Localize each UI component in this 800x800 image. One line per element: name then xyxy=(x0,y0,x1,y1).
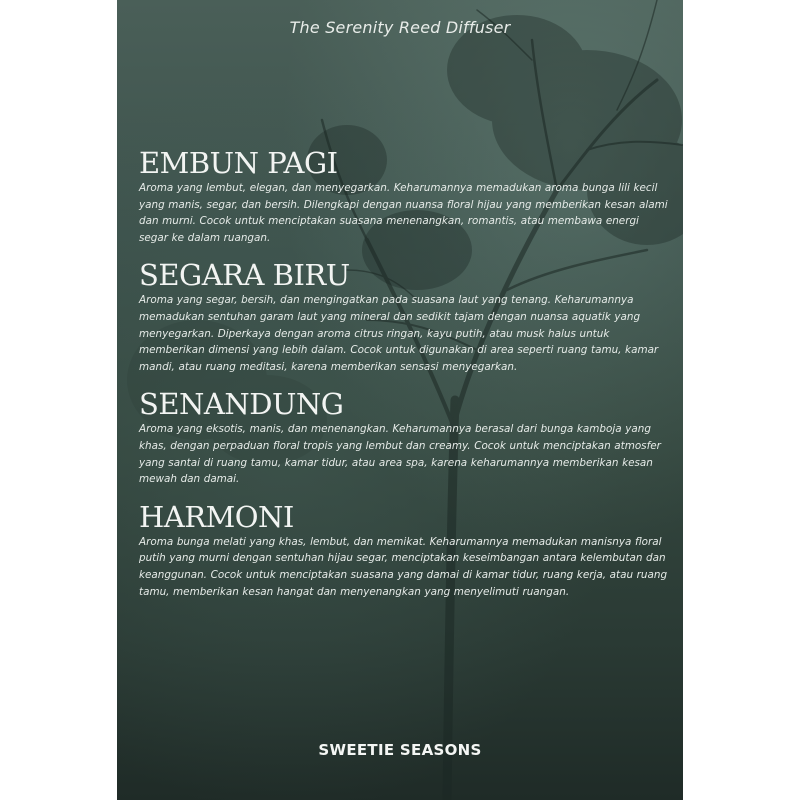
brand-name: SWEETIE SEASONS xyxy=(318,741,482,759)
section-description: Aroma yang lembut, elegan, dan menyegarkan. Keharumannya memadukan aroma bunga lili kecil yang manis, segar, dan bersih. Dilengkapi dengan nuansa floral hijau yang memberikan kesan alami dan murni. Cocok untuk menciptakan suasana menenangkan, romantis, atau membawa energi segar ke dalam ruangan. xyxy=(139,182,668,244)
fragrance-section-embun-pagi xyxy=(139,146,669,246)
section-description: Aroma yang eksotis, manis, dan menenangkan. Keharumannya berasal dari bunga kamboja yang khas, dengan perpaduan floral tropis yang lembut dan creamy. Cocok untuk menciptakan atmosfer yang santai di ruang tamu, kamar tidur, atau area spa, karena keharumannya memberikan kesan mewah dan damai. xyxy=(139,423,661,486)
fragrance-section-harmoni xyxy=(139,500,669,600)
section-description: Aroma yang segar, bersih, dan mengingatkan pada suasana laut yang tenang. Keharumannya memadukan sentuhan garam laut yang mineral dan sedikit tajam dengan nuansa aquatik yang menyegarkan. Diperkaya dengan aroma citrus ringan, kayu putih, atau musk halus untuk memberikan dimensi yang lebih dalam. Cocok untuk digunakan di area seperti ruang tamu, kamar mandi, atau ruang meditasi, karena memberikan sensasi menyegarkan. xyxy=(139,294,659,373)
fragrance-section-senandung xyxy=(139,387,669,487)
fragrance-section-segara-biru xyxy=(139,258,669,375)
header-title: The Serenity Reed Diffuser xyxy=(289,18,511,37)
section-description: Aroma bunga melati yang khas, lembut, dan memikat. Keharumannya memadukan manisnya floral putih yang murni dengan sentuhan hijau segar, menciptakan keseimbangan antara kelembutan dan keanggunan. Cocok untuk menciptakan suasana yang damai di kamar tidur, ruang kerja, atau ruang tamu, memberikan kesan hangat dan menyenangkan yang menyelimuti ruangan. xyxy=(139,535,668,598)
fragrance-list xyxy=(139,146,669,612)
section-title: SENANDUNG xyxy=(139,387,344,422)
section-title: EMBUN PAGI xyxy=(139,146,338,180)
diffuser-flyer-page xyxy=(117,0,683,800)
section-title: SEGARA BIRU xyxy=(139,258,350,293)
section-title: HARMONI xyxy=(139,499,294,534)
